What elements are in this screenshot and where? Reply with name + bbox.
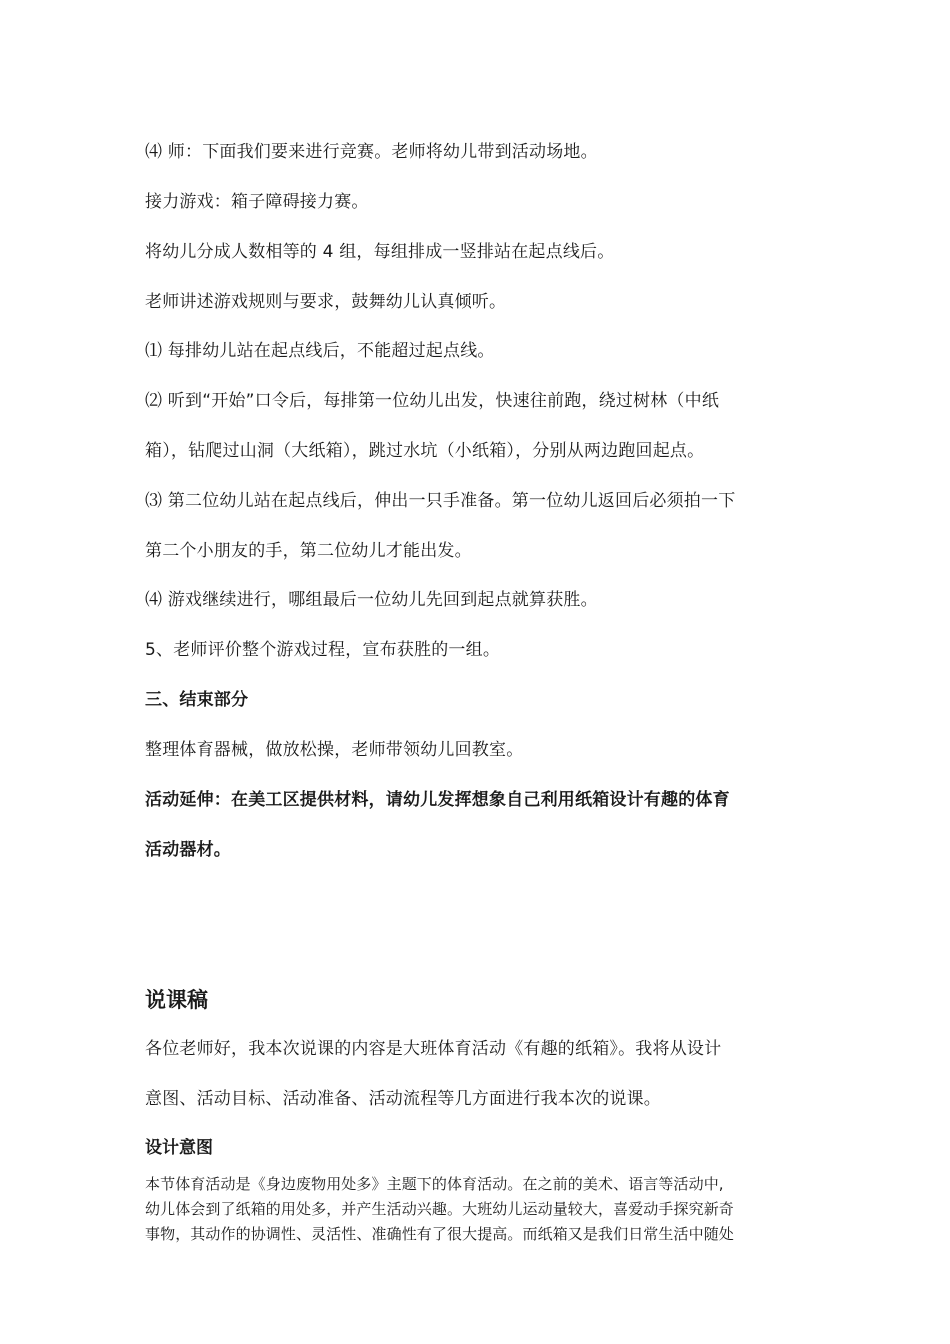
paragraph-line: ⑷ 师：下面我们要来进行竞赛。老师将幼儿带到活动场地。 <box>145 142 598 162</box>
paragraph-line: 箱），钻爬过山洞（大纸箱），跳过水坑（小纸箱），分别从两边跑回起点。 <box>145 441 705 461</box>
paragraph-line: ⑷ 游戏继续进行，哪组最后一位幼儿先回到起点就算获胜。 <box>145 590 598 610</box>
paragraph-line: 第二个小朋友的手，第二位幼儿才能出发。 <box>145 541 472 561</box>
intro-line: 各位老师好，我本次说课的内容是大班体育活动《有趣的纸箱》。我将从设计 <box>145 1039 722 1059</box>
paragraph-line: 接力游戏：箱子障碍接力赛。 <box>145 192 369 212</box>
body-line: 幼儿体会到了纸箱的用处多，并产生活动兴趣。大班幼儿运动量较大，喜爱动手探究新奇 <box>145 1200 734 1218</box>
paragraph-line: ⑵ 听到“开始”口令后，每排第一位幼儿出发，快速往前跑，绕过树林（中纸 <box>145 391 720 411</box>
document-title: 说课稿 <box>145 988 208 1012</box>
extension-line: 活动延伸：在美工区提供材料，请幼儿发挥想象自己利用纸箱设计有趣的体育 <box>145 790 730 810</box>
section-heading-end: 三、结束部分 <box>145 690 249 710</box>
subsection-heading: 设计意图 <box>145 1138 213 1158</box>
extension-line: 活动器材。 <box>145 840 231 860</box>
paragraph-line: 老师讲述游戏规则与要求，鼓舞幼儿认真倾听。 <box>145 292 507 312</box>
body-line: 事物，其动作的协调性、灵活性、准确性有了很大提高。而纸箱又是我们日常生活中随处 <box>145 1225 734 1243</box>
paragraph-line: ⑴ 每排幼儿站在起点线后，不能超过起点线。 <box>145 341 495 361</box>
paragraph-line: ⑶ 第二位幼儿站在起点线后，伸出一只手准备。第一位幼儿返回后必须拍一下 <box>145 491 736 511</box>
paragraph-line: 5、老师评价整个游戏过程，宣布获胜的一组。 <box>145 640 501 660</box>
paragraph-line: 整理体育器械，做放松操，老师带领幼儿回教室。 <box>145 740 524 760</box>
paragraph-line: 将幼儿分成人数相等的 4 组，每组排成一竖排站在起点线后。 <box>145 242 615 262</box>
intro-line: 意图、活动目标、活动准备、活动流程等几方面进行我本次的说课。 <box>145 1089 661 1109</box>
body-line: 本节体育活动是《身边废物用处多》主题下的体育活动。在之前的美术、语言等活动中, <box>145 1175 724 1193</box>
